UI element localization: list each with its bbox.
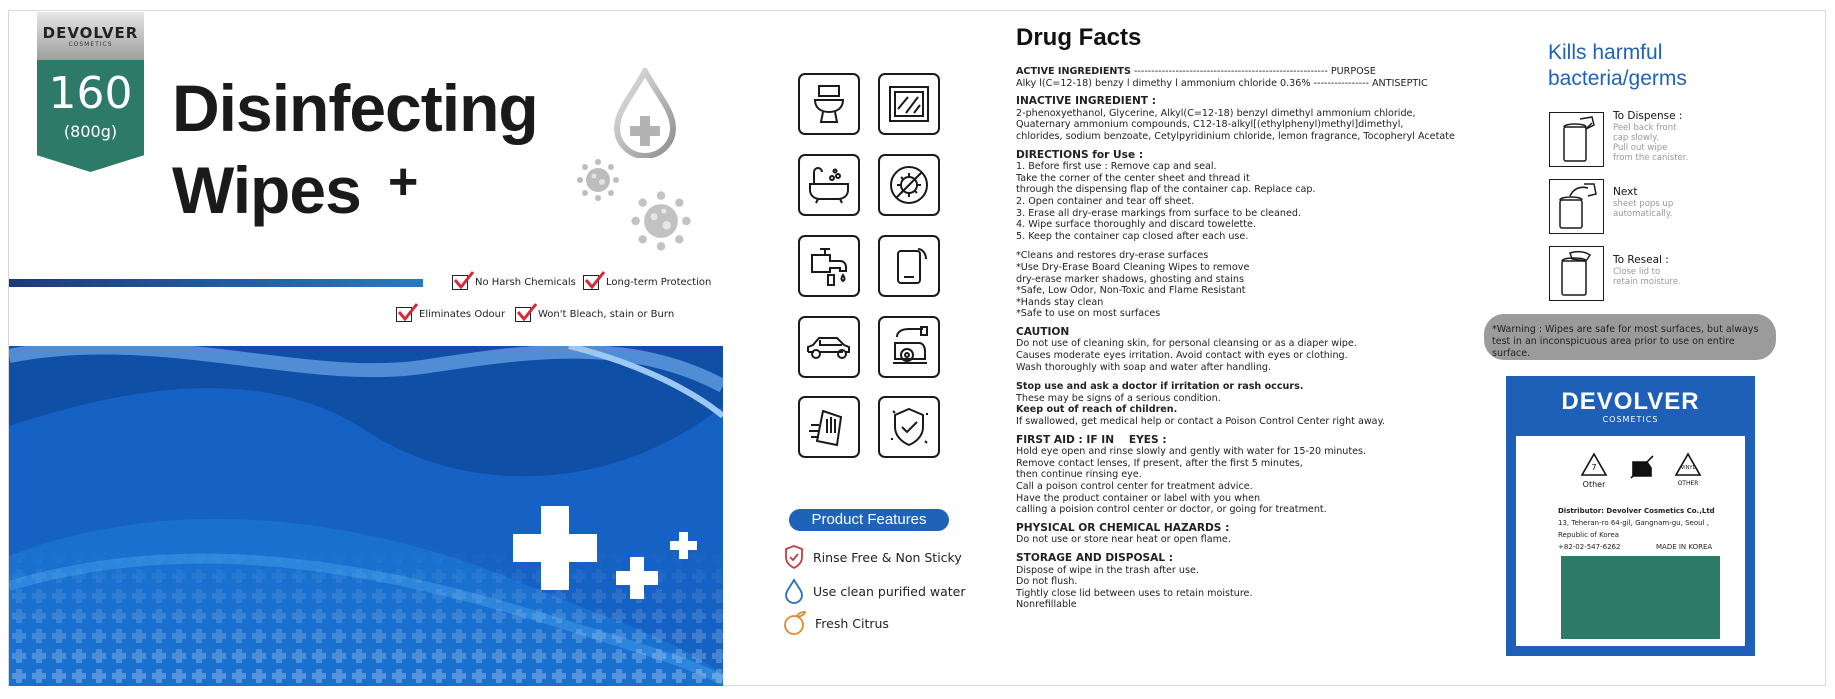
badge-count: 160 — [48, 68, 133, 119]
water-drop-icon — [783, 578, 805, 604]
car-icon — [798, 316, 860, 378]
window-icon — [878, 73, 940, 135]
shield-icon — [783, 544, 805, 570]
claim-item: No Harsh Chemicals — [452, 275, 576, 290]
hazards-heading: PHYSICAL OR CHEMICAL HAZARDS : — [1016, 521, 1230, 534]
no-flush-icon — [1620, 452, 1664, 484]
water-drop-icon — [612, 68, 678, 158]
active-ingredients-heading: ACTIVE INGREDIENTS — [1016, 66, 1131, 77]
virus-prohibited-icon — [878, 154, 940, 216]
drug-facts-title: Drug Facts — [1016, 24, 1142, 51]
step-next: Next sheet pops up automatically. — [1613, 186, 1674, 219]
product-title-line2: Wipes — [172, 153, 361, 227]
box-brand-sub: COSMETICS — [1602, 415, 1659, 424]
inactive-heading: INACTIVE INGREDIENT : — [1016, 95, 1156, 108]
reseal-illustration-icon — [1549, 246, 1604, 301]
stop-use-warning: Stop use and ask a doctor if irritation or rash occurs. — [1016, 381, 1304, 393]
storage-heading: STORAGE AND DISPOSAL : — [1016, 551, 1174, 564]
made-in-label: MADE IN KOREA — [1656, 543, 1713, 551]
checkbox-icon — [452, 275, 468, 290]
citrus-icon — [783, 610, 807, 636]
claim-item: Won't Bleach, stain or Burn — [515, 307, 674, 322]
bathtub-icon — [798, 154, 860, 216]
product-title-plus: + — [388, 153, 419, 211]
product-features-title: Product Features — [789, 509, 949, 531]
claim-item: Eliminates Odour — [396, 307, 505, 322]
step-reseal: To Reseal : Close lid to retain moisture. — [1613, 254, 1681, 287]
hand-wipe-icon — [798, 396, 860, 458]
checkbox-icon — [515, 307, 531, 322]
directions-heading: DIRECTIONS for Use : — [1016, 148, 1144, 161]
keep-out-warning: Keep out of reach of children. — [1016, 404, 1178, 416]
barcode-area — [1561, 556, 1720, 639]
caution-heading: CAUTION — [1016, 325, 1070, 338]
feature-item: Use clean purified water — [783, 578, 965, 604]
package-info-box — [1506, 376, 1755, 656]
drug-facts-panel: Drug Facts ACTIVE INGREDIENTS -------------------------------------------------------- PURPOSE Alky l(C=12-18) benzy l dimethy l ammonium chloride 0.36% ---------------- ANTISEPTIC INACTIVE INGREDIENT : 2-phenoxyethanol, Glycerine, Alkyl(C=12-18) benzyl dimethyl ammonium chloride, Quaternary ammonium compounds, C12-18-alkyl[(ethylphenyl)methyl]dimethyl, chlorides, sodium benzoate, Cetylpyridinium chloride, lemon fragrance, Tocopheryl Acetate DIRECTIONS for Use : 1. Before first use : Remove cap and seal. Take the corner of the center sheet and thread it through the dispensing flap of the container cap. Replace cap. 2. Open container and tear off sheet. 3. Erase all dry-erase markings from surface to be cleaned. 4. Wipe surface thoroughly and discard towelette. 5. Keep the container cap closed after each use. *Cleans and restores dry-erase surfaces *Use Dry-Erase Board Cleaning Wipes to remove dry-erase marker shadows, ghosting and stains *Safe, Low Odor, Non-Toxic and Flame Resistant *Hands stay clean *Safe to use on most surfaces CAUTION Do not use of cleaning skin, for personal cleansing or as a diaper wipe. Causes moderate eyes irritation. Avoid contact with eyes or clothing. Wash thoroughly with soap and water after handling. Stop use and ask a doctor if irritation or rash occurs. These may be signs of a serious condition. Keep out of reach of children. If swallowed, get medical help or contact a Poison Control Center right away. FIRST AID : IF IN EYES : Hold eye open and rinse slowly and gently with water for 15-20 minutes. Remove contact lenses, If present, after the first 5 minutes, then continue rinsing eye. Call a poison control center for treatment advice. Have the product container or label with you when calling a poision control center or doctor, or going for treatment. PHYSICAL OR CHEMICAL HAZARDS : Do not use or store near heat or open flame. STORAGE AND DISPOSAL : Dispose of wipe in the trash after use. Do not flush. Tightly close lid between uses to retain moisture. Nonrefillable — [1016, 24, 1486, 611]
next-sheet-illustration-icon — [1549, 179, 1604, 234]
warning-banner: *Warning : Wipes are safe for most surfaces, but always test in an inconspicuous area prior to use on entire surface. — [1484, 314, 1776, 360]
badge-weight: (800g) — [63, 122, 118, 141]
vacuum-icon — [878, 316, 940, 378]
virus-icon — [576, 158, 620, 202]
badge-brand-sub: COSMETICS — [68, 41, 113, 48]
dispense-illustration-icon — [1549, 112, 1604, 167]
claim-item: Long-term Protection — [583, 275, 711, 290]
address-line1: 13, Teheran-ro 64-gil, Gangnam-gu, Seoul , — [1558, 519, 1709, 527]
toilet-icon — [798, 73, 860, 135]
blue-wave-panel — [9, 346, 723, 686]
checkbox-icon — [396, 307, 412, 322]
feature-item: Rinse Free & Non Sticky — [783, 544, 962, 570]
first-aid-heading: FIRST AID : IF IN EYES : — [1016, 433, 1167, 446]
faucet-icon — [798, 235, 860, 297]
active-ingredient-line: Alky l(C=12-18) benzy l dimethy l ammonium chloride 0.36% ---------------- ANTISEPTIC — [1016, 77, 1428, 89]
shield-check-icon — [878, 396, 940, 458]
checkbox-icon — [583, 275, 599, 290]
step-dispense: To Dispense : Peel back front cap slowly. Pull out wipe from the canister. — [1613, 110, 1689, 163]
phone-number: +82-02-547-6262 — [1558, 543, 1621, 551]
box-brand-name: DEVOLVER — [1561, 388, 1700, 415]
virus-icon — [630, 190, 692, 252]
product-title-line1: Disinfecting — [172, 71, 538, 145]
distributor-line: Distributor: Devolver Cosmetics Co.,Ltd — [1558, 507, 1715, 515]
recycle-other-icon: 7 Other — [1572, 452, 1616, 489]
kills-germs-heading: Kills harmful bacteria/germs — [1548, 41, 1687, 90]
feature-item: Fresh Citrus — [783, 610, 889, 636]
accent-stripe — [9, 279, 423, 287]
phone-icon — [878, 235, 940, 297]
recycle-vinyl-icon: VINYL OTHER — [1666, 452, 1710, 487]
badge-brand-name: DEVOLVER — [42, 24, 139, 42]
address-line2: Republic of Korea — [1558, 531, 1619, 539]
count-badge — [37, 12, 144, 172]
